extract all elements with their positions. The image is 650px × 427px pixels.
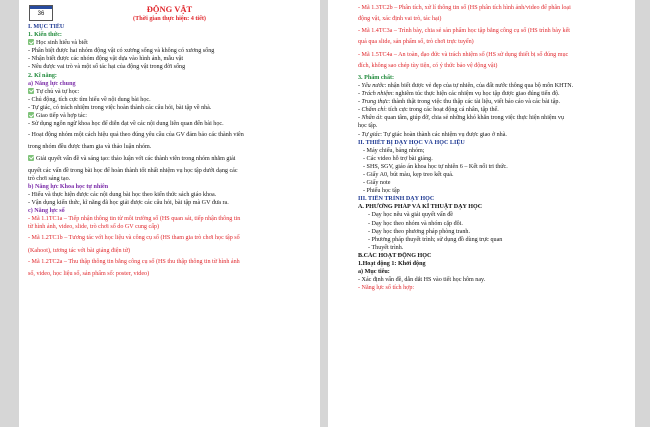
quality-item: - Nhân ái: quan tâm, giúp đỡ, chia sẻ những khó khăn trong việc thực hiện nhiệm vụ [358, 115, 564, 122]
digital-item: động vật, xác định vai trò, tác hại) [358, 16, 442, 23]
skills-heading: 2. Kĩ năng: [28, 72, 57, 79]
goal-item: - Năng lực số tích hợp: [358, 285, 415, 292]
equipment-item: - Máy chiếu, bảng nhóm; [363, 147, 425, 154]
equipment-item: - Các video hỗ trợ bài giảng. [363, 155, 433, 162]
method-item: - Dạy học theo phương pháp phòng tranh. [368, 228, 470, 235]
science-item: - Vận dụng kiến thức, kĩ năng đã học giải được các câu hỏi, bài tập mà GV đưa ra. [28, 200, 229, 207]
activities-heading: B.CÁC HOẠT ĐỘNG HỌC [358, 252, 432, 259]
quality-item: học tập. [358, 123, 378, 130]
checkmark-icon [28, 39, 34, 45]
digital-item: - Mã 1.4TC3a – Trình bày, chia sẻ sản phẩm học tập bằng công cụ số (HS trình bày kết [358, 28, 571, 35]
objectives-heading: I. MỤC TIÊU [28, 24, 65, 30]
science-competence-heading: b) Năng lực Khoa học tự nhiên [28, 183, 109, 190]
knowledge-item: - Phân biệt được hai nhóm động vật có xương sống và không có xương sống [28, 48, 215, 55]
checkmark-icon [28, 155, 34, 161]
methods-heading: A. PHƯƠNG PHÁP VÀ KĨ THUẬT DẠY HỌC [358, 204, 483, 211]
general-competence-heading: a) Năng lực chung [28, 80, 76, 87]
quality-item: - Yêu nước: nhận biết được vẻ đẹp của tự nhiên, của đất nước thông qua bộ môn KHTN. [358, 82, 574, 89]
general-item: Tự chủ và tự học: [28, 88, 311, 96]
equipment-item: - Phiếu học tập [363, 188, 400, 195]
quality-item: - Chăm chỉ: tích cực trong các hoạt động cá nhân, tập thể. [358, 107, 499, 114]
qualities-heading: 3. Phẩm chất: [358, 74, 395, 81]
digital-item: - Mã 1.3TC2b – Phân tích, xử lí thông tin số (HS phân tích hình ảnh/video để phân loại [358, 5, 571, 11]
general-item: trò chơi sáng tạo. [28, 175, 71, 182]
document-title: ĐỘNG VẬT [146, 4, 193, 14]
document-page-right [328, 0, 635, 427]
quality-item: - Trung thực: thành thật trong việc thu thập các tài liệu, viết báo cáo và các bài tập. [358, 99, 560, 106]
method-item: - Dạy học nêu và giải quyết vấn đề [368, 212, 453, 219]
checkmark-icon [28, 112, 34, 118]
goal-item: - Xác định vấn đề, dẫn dắt HS vào tiết học hôm nay. [358, 277, 486, 284]
general-item: trong nhóm đều được tham gia và thảo luận nhóm. [28, 144, 152, 151]
general-item: - Hoạt động nhóm một cách hiệu quả theo đúng yêu cầu của GV đảm bảo các thành viên [28, 132, 244, 139]
checkmark-icon [28, 88, 34, 94]
quality-item: - Tự giác: Tự giác hoàn thành các nhiệm vụ được giao ở nhà. [358, 131, 507, 138]
general-item: Giải quyết vấn đề và sáng tạo: thảo luận với các thành viên trong nhóm nhằm giải [28, 152, 311, 167]
digital-item: đích, không sao chép tùy tiện, có ý thức bảo vệ động vật) [358, 62, 498, 69]
general-item: - Tự giác, có trách nhiệm trong việc hoàn thành các câu hỏi, bài tập về nhà. [28, 104, 212, 111]
digital-item: - Mã 1.2TC2a – Thu thập thông tin bằng công cụ số (HS thu thập thông tin từ hình ảnh [28, 258, 240, 265]
knowledge-item: Học sinh hiểu và biết [28, 39, 311, 47]
general-item: Giao tiếp và hợp tác: [28, 112, 311, 120]
process-heading: III. TIẾN TRÌNH DẠY HỌC [358, 196, 435, 203]
general-item: - Sử dụng ngôn ngữ khoa học để diễn đạt về các nội dung liên quan đến bài học. [28, 121, 224, 128]
digital-item: từ hình ảnh, video, slide, trò chơi số do GV cung cấp) [28, 224, 159, 231]
goal-heading: a) Mục tiêu: [358, 269, 390, 276]
digital-item: quả qua slide, sản phẩm số, trò chơi trực tuyến) [358, 39, 474, 46]
digital-item: (Kahoot), tương tác với bài giảng điện tử) [28, 247, 131, 254]
digital-item: - Mã 1.2TC1b – Tương tác với học liệu và công cụ số (HS tham gia trò chơi học tập số [28, 235, 240, 242]
document-subtitle: (Thời gian thực hiện: 4 tiết) [133, 15, 206, 22]
science-item: - Hiểu và thực hiện được các nội dung bài học theo kiến thức sách giáo khoa. [28, 192, 217, 198]
quality-item: - Trách nhiệm: nghiêm túc thực hiện các nhiệm vụ học tập được giao đúng tiến độ. [358, 91, 560, 98]
lesson-number: 36 [37, 11, 45, 17]
method-item: - Thuyết trình. [368, 244, 404, 251]
digital-item: số, video, học liệu số, sản phẩm số: poster, video) [28, 270, 150, 277]
equipment-item: - Giấy note [363, 180, 391, 187]
digital-item: - Mã 1.5TC4a – An toàn, đạo đức và trách nhiệm số (HS sử dụng thiết bị số đúng mục [358, 51, 569, 58]
general-item: quyết các vấn đề trong bài học để hoàn thành tốt nhất nhiệm vụ học tập dưới dạng các [28, 167, 238, 174]
knowledge-heading: 1. Kiến thức: [28, 32, 62, 39]
method-item: - Dạy học theo nhóm và nhóm cặp đôi. [368, 220, 463, 227]
digital-item: - Mã 1.1TC1a – Tiếp nhận thông tin từ môi trường số (HS quan sát, tiếp nhận thông tin [28, 216, 241, 223]
activity-1-heading: 1.Hoạt động 1: Khởi động [358, 261, 426, 268]
lesson-number-badge [29, 5, 53, 21]
digital-competence-heading: c) Năng lực số [28, 208, 65, 215]
equipment-item: - SHS, SGV, giáo án khoa học tự nhiên 6 – Kết nối tri thức. [363, 163, 508, 170]
knowledge-item: - Nhận biết được các nhóm động vật dựa vào hình ảnh, mẫu vật [28, 56, 184, 63]
method-item: - Phương pháp thuyết trình; sử dụng đồ dùng trực quan [368, 236, 503, 243]
knowledge-item: - Nêu được vai trò và một số tác hại của động vật trong đời sống [28, 64, 186, 71]
equipment-item: - Giấy A0, bút màu, kẹp treo kết quả. [363, 172, 454, 179]
general-item: - Chủ động, tích cực tìm hiểu về nội dung bài học. [28, 96, 151, 103]
equipment-heading: II. THIẾT BỊ DẠY HỌC VÀ HỌC LIỆU [358, 139, 465, 146]
document-page-left [19, 0, 320, 427]
